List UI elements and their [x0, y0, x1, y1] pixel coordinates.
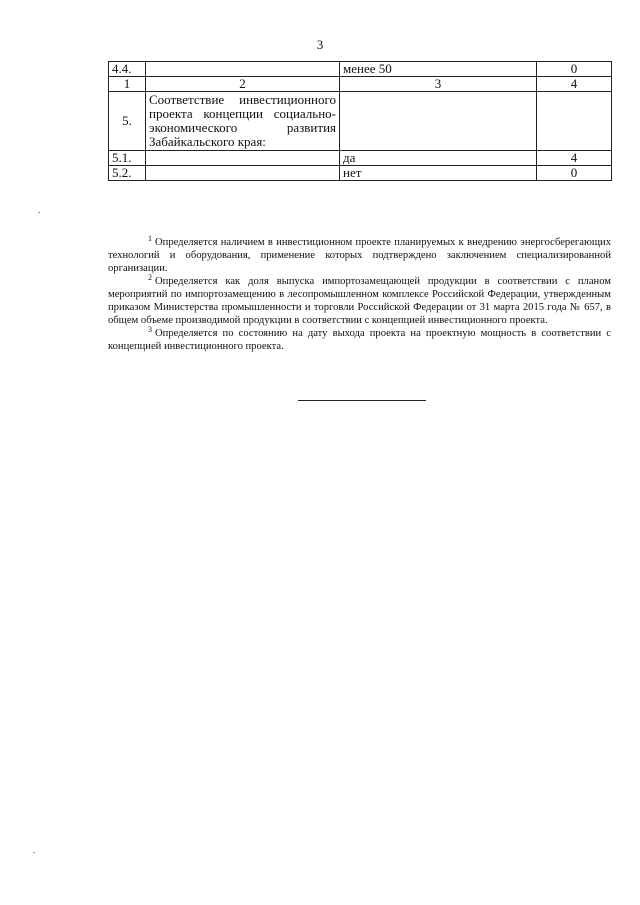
footnote [108, 327, 611, 353]
value-cell: нет [340, 166, 537, 181]
criterion-cell [146, 166, 340, 181]
value-cell: да [340, 151, 537, 166]
scan-speck [33, 852, 35, 853]
criteria-table [108, 61, 612, 181]
column-number-cell: 1 [109, 77, 146, 92]
table-header-row [109, 77, 612, 92]
column-number-cell: 3 [340, 77, 537, 92]
footnote-mark: 3 [148, 325, 152, 334]
row-number-cell: 5.2. [109, 166, 146, 181]
table-row [109, 151, 612, 166]
score-cell: 4 [537, 151, 612, 166]
column-number-cell: 4 [537, 77, 612, 92]
criterion-cell: Соответствие инвестиционного проекта концепции социально-экономического развития Забайкальского края: [146, 92, 340, 151]
footnote-text: Определяется как доля выпуска импортозамещающей продукции в соответствии с планом мероприятий по импортозамещению в лесопромышленном комплексе Российской Федерации, утвержденным приказом Министерства промышленности и торговли Российской Федерации от 31 марта 2015 года № 657, в общем объеме производимой продукции в соответствии с концепцией инвестиционного проекта. [108, 276, 611, 326]
footnote-text: Определяется наличием в инвестиционном проекте планируемых к внедрению энергосберегающих технологий и оборудования, применение которых подтверждено заключением специализированной организации. [108, 237, 611, 274]
score-cell: 0 [537, 62, 612, 77]
value-cell [340, 92, 537, 151]
table-row [109, 62, 612, 77]
footnote [108, 275, 611, 327]
row-number-cell: 4.4. [109, 62, 146, 77]
column-number-cell: 2 [146, 77, 340, 92]
footnote-mark: 1 [148, 234, 152, 243]
value-cell: менее 50 [340, 62, 537, 77]
row-number-cell: 5.1. [109, 151, 146, 166]
table-row [109, 92, 612, 151]
criterion-cell [146, 62, 340, 77]
page-number: 3 [316, 37, 324, 52]
footnote-text: Определяется по состоянию на дату выхода проекта на проектную мощность в соответствии с концепцией инвестиционного проекта. [108, 328, 611, 352]
separator-line [298, 400, 426, 401]
row-number-cell: 5. [109, 92, 146, 151]
score-cell [537, 92, 612, 151]
table-row [109, 166, 612, 181]
footnote-mark: 2 [148, 273, 152, 282]
criterion-cell [146, 151, 340, 166]
scan-speck [38, 212, 40, 213]
footnotes [108, 236, 611, 353]
footnote [108, 236, 611, 275]
score-cell: 0 [537, 166, 612, 181]
